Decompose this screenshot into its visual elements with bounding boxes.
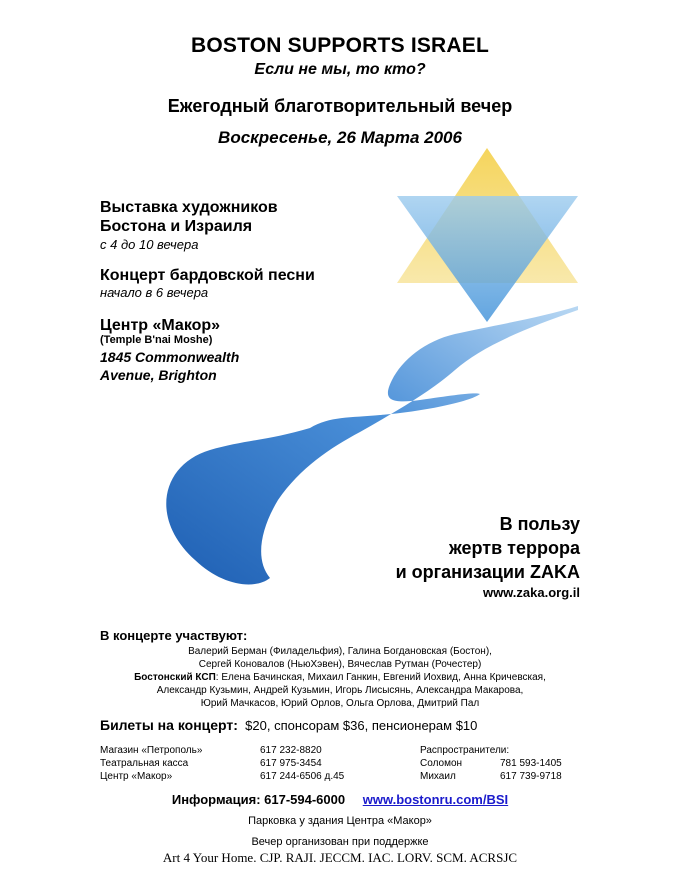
concert-time: начало в 6 вечера	[100, 285, 209, 300]
distributor-phones: 781 593-1405 617 739-9718	[500, 758, 562, 782]
info-phone: Информация: 617-594-6000	[171, 792, 346, 807]
seller-phones: 617 232-8820 617 975-3454 617 244-6506 д.45	[260, 745, 345, 782]
info-line	[0, 792, 680, 807]
parking-note: Парковка у здания Центра «Макор»	[248, 815, 432, 827]
venue-subtitle: (Temple B'nai Moshe)	[100, 334, 213, 346]
tickets-line	[100, 717, 477, 733]
star-of-david-icon	[397, 148, 578, 322]
poster-title: BOSTON SUPPORTS ISRAEL	[190, 34, 490, 57]
exhibit-title: Выставка художников Бостона и Израиля	[100, 199, 278, 235]
benefit-text: В пользу жертв террора и организации ZAKA	[395, 514, 580, 582]
performers-list: Валерий Берман (Филадельфия), Галина Богдановская (Бостон), Сергей Коновалов (НьюХэвен), Вячеслав Рутман (Рочестер) Бостонский КСП: Елена Бачинская, Михаил Ганкин, Евгений Иохвид, Анна Кричевская, Александр Кузьмин, Андрей Кузьмин, Игорь Лисысянь, Александра Макарова, Юрий Мачкасов, Юрий Орлов, Ольга Орлова, Дмитрий Пал	[134, 646, 546, 709]
concert-title: Концерт бардовской песни	[100, 267, 315, 284]
distributor-names: Распространители: Соломон Михаил	[420, 745, 510, 782]
poster-subtitle: Если не мы, то кто?	[254, 61, 426, 78]
sponsors-list: Art 4 Your Home. CJP. RAJI. JECCM. IAC. LORV. SCM. ACRSJC	[162, 850, 518, 865]
event-name: Ежегодный благотворительный вечер	[167, 96, 513, 116]
performers-heading: В концерте участвуют:	[100, 628, 248, 643]
zaka-url[interactable]: www.zaka.org.il	[482, 585, 580, 600]
website-link[interactable]: www.bostonru.com/BSI	[362, 792, 509, 807]
venue-address: 1845 Commonwealth Avenue, Brighton	[100, 349, 240, 383]
ksp-label: Бостонский КСП	[134, 672, 216, 683]
support-note: Вечер организован при поддержке	[251, 836, 429, 848]
seller-names: Магазин «Петрополь» Театральная касса Центр «Макор»	[100, 745, 203, 782]
venue-title: Центр «Макор»	[100, 317, 221, 334]
exhibit-time: с 4 до 10 вечера	[100, 237, 199, 252]
event-date: Воскресенье, 26 Марта 2006	[218, 128, 462, 147]
ticket-prices: $20, спонсорам $36, пенсионерам $10	[245, 718, 478, 733]
tickets-label: Билеты на концерт:	[100, 717, 238, 733]
